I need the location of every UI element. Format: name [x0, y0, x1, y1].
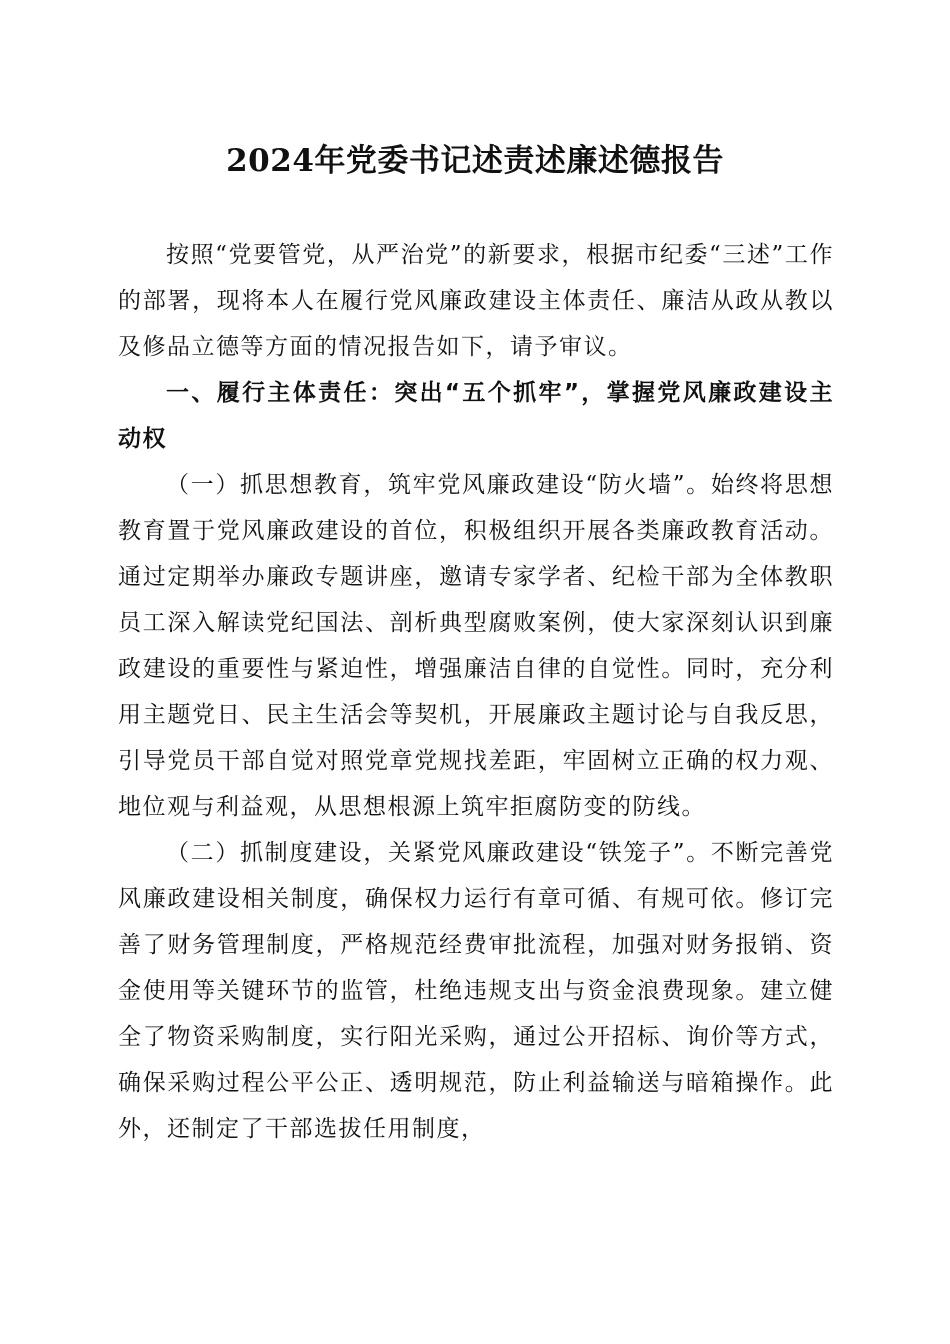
document-title: 2024年党委书记述责述廉述德报告 — [226, 143, 724, 179]
subsection-paragraph-2: （二）抓制度建设，关紧党风廉政建设“铁笼子”。不断完善党风廉政建设相关制度，确保权力运行有章可循、有规可依。修订完善了财务管理制度，严格规范经费审批流程，加强对财务报销、资金使用等关键环节的监管，杜绝违规支出与资金浪费现象。建立健全了物资采购制度，实行阳光采购，通过公开招标、询价等方式，确保采购过程公平公正、透明规范，防止利益输送与暗箱操作。此外，还制定了干部选拔任用制度， — [118, 840, 834, 1142]
subsection-paragraph-1: （一）抓思想教育，筑牢党风廉政建设“防火墙”。始终将思想教育置于党风廉政建设的首位，积极组织开展各类廉政教育活动。通过定期举办廉政专题讲座，邀请专家学者、纪检干部为全体教职员工深入解读党纪国法、剖析典型腐败案例，使大家深刻认识到廉政建设的重要性与紧迫性，增强廉洁自律的自觉性。同时，充分利用主题党日、民主生活会等契机，开展廉政主题讨论与自我反思，引导党员干部自觉对照党章党规找差距，牢固树立正确的权力观、地位观与利益观，从思想根源上筑牢拒腐防变的防线。 — [118, 472, 834, 820]
intro-paragraph: 按照“党要管党，从严治党”的新要求，根据市纪委“三述”工作的部署，现将本人在履行党风廉政建设主体责任、廉洁从政从教以及修品立德等方面的情况报告如下，请予审议。 — [118, 242, 834, 360]
section-heading-1: 一、履行主体责任：突出“五个抓牢”，掌握党风廉政建设主动权 — [118, 380, 834, 452]
document-body — [118, 232, 834, 1152]
